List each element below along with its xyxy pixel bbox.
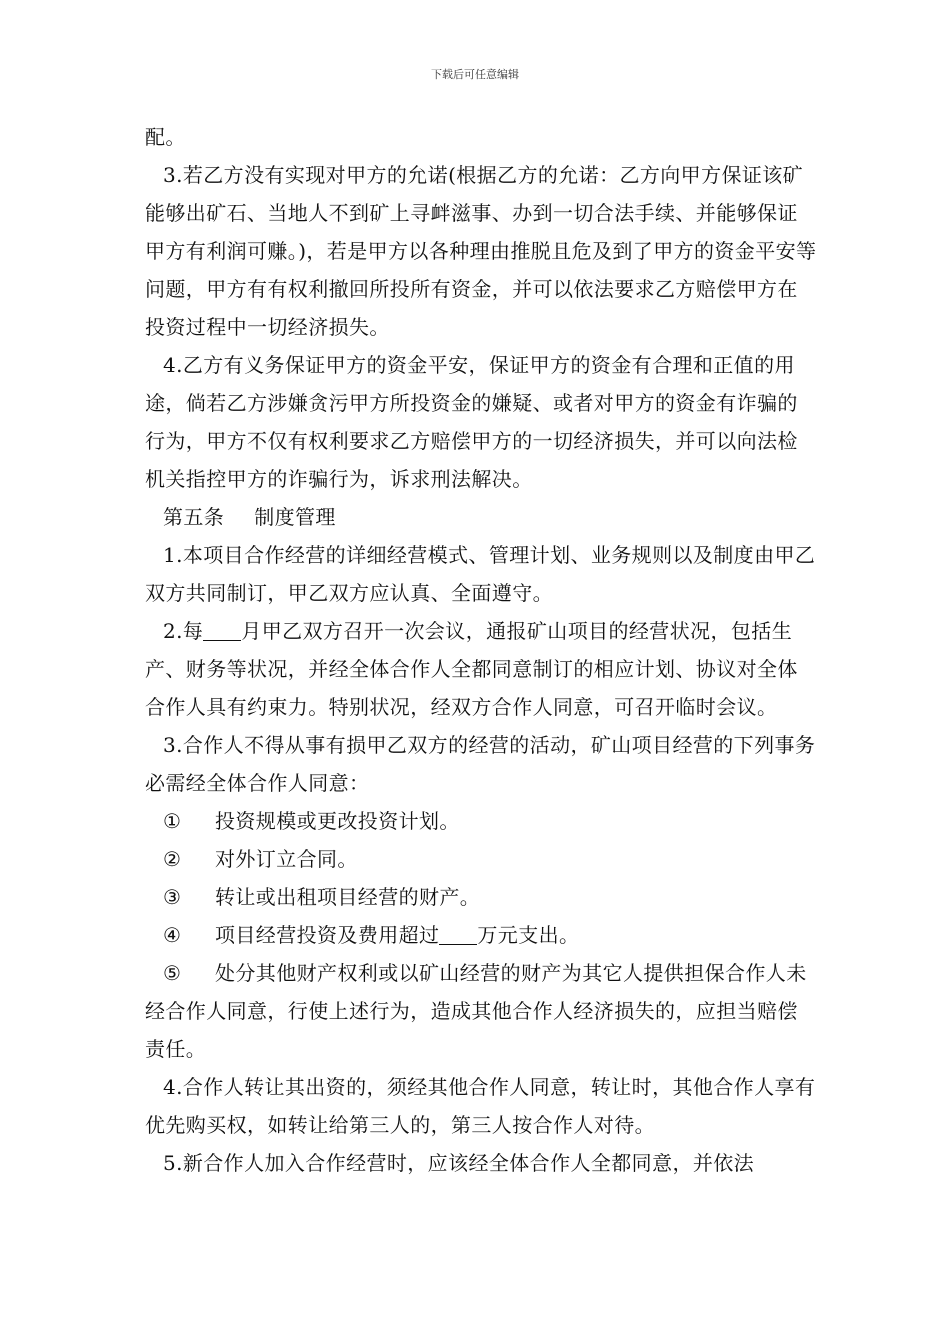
list-item-text: 项目经营投资及费用超过 [215,923,440,947]
paragraph: 3.若乙方没有实现对甲方的允诺(根据乙方的允诺：乙方向甲方保证该矿能够出矿石、当地人不到矿上寻衅滋事、办到一切合法手续、并能够保证甲方有利润可赚。)，若是甲方以各种理由推脱且危及到了甲方的资金平安等问题，甲方有有权利撤回所投所有资金，并可以依法要求乙方赔偿甲方在投资过程中一切经济损失。 [145,163,817,339]
paragraph: 4.乙方有义务保证甲方的资金平安，保证甲方的资金有合理和正值的用途，倘若乙方涉嫌贪污甲方所投资金的嫌疑、或者对甲方的资金有诈骗的行为，甲方不仅有权利要求乙方赔偿甲方的一切经济损失，并可以向法检机关指控甲方的诈骗行为，诉求刑法解决。 [145,353,798,491]
blank-underline [439,922,477,945]
section-number: 第五条 [163,505,225,529]
list-item-text: 万元支出。 [477,923,580,947]
list-marker: ⑤ [163,961,182,985]
document-body [145,118,817,1182]
list-item-text: 转让或出租项目经营的财产。 [215,885,481,909]
list-item-text: 投资规模或更改投资计划。 [215,809,460,833]
paragraph: 4.合作人转让其出资的，须经其他合作人同意，转让时，其他合作人享有优先购买权，如转让给第三人的，第三人按合作人对待。 [145,1075,816,1137]
paragraph: 3.合作人不得从事有损甲乙双方的经营的活动，矿山项目经营的下列事务必需经全体合作人同意： [145,733,816,795]
list-item-text: 处分其他财产权利或以矿山经营的财产为其它人提供担保合作人未经合作人同意，行使上述行为，造成其他合作人经济损失的，应担当赔偿责任。 [145,961,807,1061]
list-item-text: 对外订立合同。 [215,847,358,871]
blank-underline [203,618,241,641]
list-item [145,840,817,878]
paragraph: 5.新合作人加入合作经营时，应该经全体合作人全都同意，并依法 [163,1151,755,1175]
list-marker: ① [163,809,182,833]
list-marker: ④ [163,923,182,947]
section-title: 制度管理 [254,505,336,529]
list-item [145,802,817,840]
list-item [145,916,817,954]
paragraph: 配。 [145,125,186,149]
list-item [145,878,817,916]
paragraph-text: 月甲乙双方召开一次会议，通报矿山项目的经营状况，包括生产、财务等状况，并经全体合作人全都同意制订的相应计划、协议对全体合作人具有约束力。特别状况，经双方合作人同意，可召开临时会议。 [145,619,798,719]
list-marker: ③ [163,885,182,909]
paragraph: 1.本项目合作经营的详细经营模式、管理计划、业务规则以及制度由甲乙双方共同制订，甲乙双方应认真、全面遵守。 [145,543,816,605]
page-header: 下载后可任意编辑 [431,68,519,81]
paragraph-text: 2.每 [163,619,204,643]
list-marker: ② [163,847,182,871]
section-heading [145,498,817,536]
list-item [145,954,817,1068]
paragraph [145,612,817,726]
